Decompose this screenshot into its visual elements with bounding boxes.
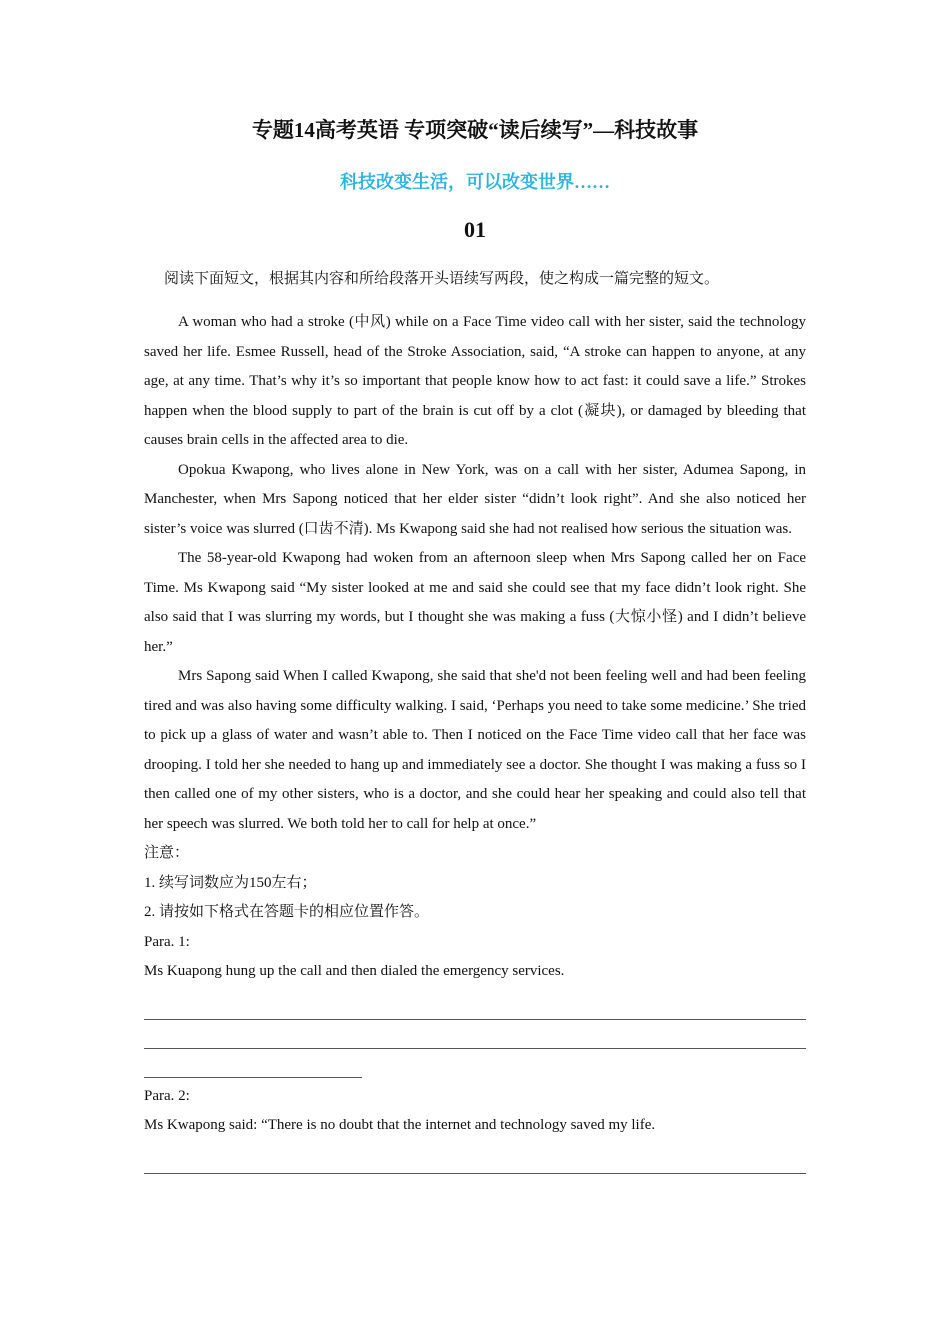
note-item-2: 2. 请按如下格式在答题卡的相应位置作答。 [144,904,430,920]
answer-line[interactable] [144,1049,362,1078]
passage-paragraph-1: A woman who had a stroke (中风) while on a Face Time video call with her sister, said the technology saved her life. Esmee Russell, head of the Stroke Association, said, “A stroke can happen to anyone, at any age, at any time. That’s why it’s so important that people know how to act fast: it could save a life.” Strokes happen when the blood supply to part of the brain is cut off by a clot (凝块), or damaged by bleeding that causes brain cells in the affected area to die. [144,314,806,448]
para1-opening: Ms Kuapong hung up the call and then dialed the emergency services. [144,963,565,979]
document-subtitle: 科技改变生活，可以改变世界…… [340,172,610,192]
document-title: 专题14高考英语 专项突破“读后续写”—科技故事 [251,118,699,142]
answer-line[interactable] [144,1145,806,1174]
notes-heading: 注意： [144,845,190,861]
passage [144,308,806,1174]
para2-label: Para. 2: [144,1087,190,1104]
instruction-text: 阅读下面短文，根据其内容和所给段落开头语续写两段，使之构成一篇完整的短文。 [164,271,720,287]
answer-line[interactable] [144,991,806,1020]
para1-answer-lines[interactable] [144,991,806,1078]
para2-opening: Ms Kwapong said: “There is no doubt that the internet and technology saved my life. [144,1117,656,1133]
answer-line[interactable] [144,1020,806,1049]
passage-paragraph-3: The 58-year-old Kwapong had woken from an afternoon sleep when Mrs Sapong called her on Face Time. Ms Kwapong said “My sister looked at me and said she could see that my face didn’t look right. She also said that I was slurring my words, but I thought she was making a fuss (大惊小怪) and I didn’t believe her.” [144,550,806,655]
passage-paragraph-4: Mrs Sapong said When I called Kwapong, she said that she'd not been feeling well and had been feeling tired and was also having some difficulty walking. I said, ‘Perhaps you need to take some medicine.’ She tried to pick up a glass of water and wasn’t able to. Then I noticed on the Face Time video call that her face was drooping. I told her she needed to hang up and immediately see a doctor. She thought I was making a fuss so I then called one of my other sisters, who is a doctor, and she could hear her speaking and could also tell that her speech was slurred. We both told her to call for help at once.” [144,668,806,832]
para1-label: Para. 1: [144,933,190,950]
section-number: 01 [464,217,486,242]
para2-answer-lines[interactable] [144,1145,806,1174]
note-item-1: 1. 续写词数应为150左右； [144,874,317,891]
passage-paragraph-2: Opokua Kwapong, who lives alone in New York, was on a call with her sister, Adumea Sapong, in Manchester, when Mrs Sapong noticed that her elder sister “didn’t look right”. And she also noticed her sister’s voice was slurred (口齿不清). Ms Kwapong said she had not realised how serious the situation was. [144,461,806,537]
